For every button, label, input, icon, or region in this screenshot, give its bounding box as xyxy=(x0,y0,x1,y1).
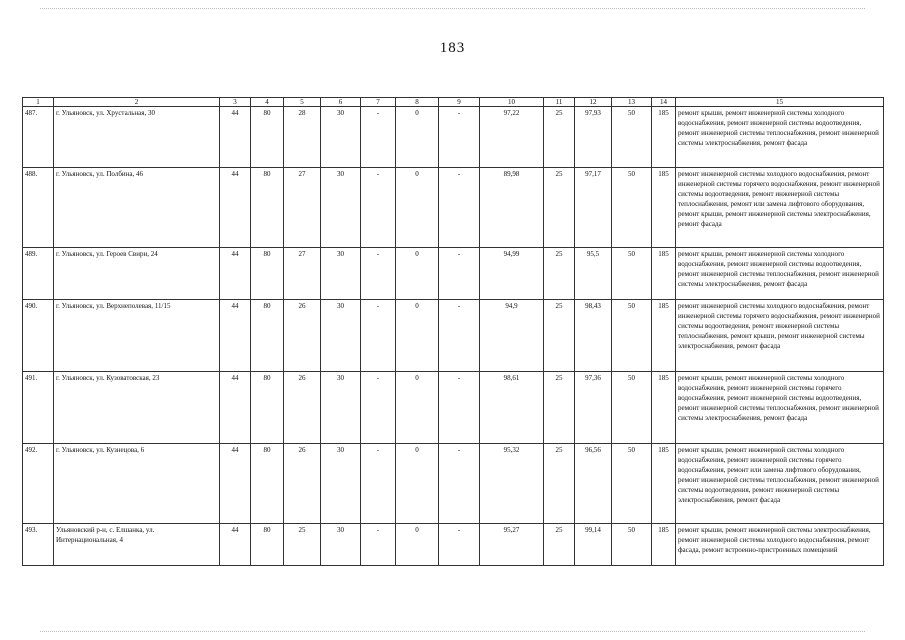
cell-col14: 185 xyxy=(652,524,676,566)
address: г. Ульяновск, ул. Кузоватовская, 23 xyxy=(54,372,220,444)
cell-col14: 185 xyxy=(652,300,676,372)
cell-col11: 25 xyxy=(544,372,575,444)
cell-col9: - xyxy=(439,168,480,248)
table-row xyxy=(23,300,884,372)
table-row xyxy=(23,248,884,300)
cell-col6: 30 xyxy=(321,300,361,372)
cell-col10: 89,98 xyxy=(480,168,544,248)
cell-col14: 185 xyxy=(652,248,676,300)
address: г. Ульяновск, ул. Верхнеполевая, 11/15 xyxy=(54,300,220,372)
cell-col7: - xyxy=(361,248,396,300)
repair-works: ремонт крыши, ремонт инженерной системы электроснабжения, ремонт инженерной системы холодного водоснабжения, ремонт фасада, ремонт встроенно-пристроенных помещений xyxy=(676,524,884,566)
address: г. Ульяновск, ул. Героев Свири, 24 xyxy=(54,248,220,300)
cell-col6: 30 xyxy=(321,168,361,248)
table-row xyxy=(23,444,884,524)
cell-col3: 44 xyxy=(220,372,251,444)
row-number: 489. xyxy=(23,248,54,300)
cell-col11: 25 xyxy=(544,107,575,168)
address: г. Ульяновск, ул. Хрустальная, 30 xyxy=(54,107,220,168)
cell-col11: 25 xyxy=(544,300,575,372)
column-number-row xyxy=(23,98,884,107)
column-header: 8 xyxy=(396,98,439,107)
cell-col4: 80 xyxy=(251,444,284,524)
cell-col6: 30 xyxy=(321,107,361,168)
housing-repair-table xyxy=(22,97,884,566)
cell-col12: 98,43 xyxy=(575,300,612,372)
column-header: 9 xyxy=(439,98,480,107)
cell-col4: 80 xyxy=(251,372,284,444)
cell-col12: 97,17 xyxy=(575,168,612,248)
cell-col3: 44 xyxy=(220,248,251,300)
cell-col6: 30 xyxy=(321,524,361,566)
cell-col12: 96,56 xyxy=(575,444,612,524)
column-header: 4 xyxy=(251,98,284,107)
column-header: 14 xyxy=(652,98,676,107)
cell-col14: 185 xyxy=(652,444,676,524)
cell-col10: 94,99 xyxy=(480,248,544,300)
cell-col14: 185 xyxy=(652,107,676,168)
cell-col14: 185 xyxy=(652,372,676,444)
table-row xyxy=(23,168,884,248)
cell-col10: 97,22 xyxy=(480,107,544,168)
column-header: 15 xyxy=(676,98,884,107)
cell-col5: 26 xyxy=(284,372,321,444)
cell-col5: 25 xyxy=(284,524,321,566)
cell-col11: 25 xyxy=(544,444,575,524)
cell-col9: - xyxy=(439,300,480,372)
cell-col7: - xyxy=(361,372,396,444)
row-number: 490. xyxy=(23,300,54,372)
cell-col8: 0 xyxy=(396,300,439,372)
cell-col13: 50 xyxy=(612,372,652,444)
column-header: 6 xyxy=(321,98,361,107)
row-number: 487. xyxy=(23,107,54,168)
cell-col8: 0 xyxy=(396,248,439,300)
column-header: 11 xyxy=(544,98,575,107)
cell-col13: 50 xyxy=(612,300,652,372)
address: г. Ульяновск, ул. Кузнецова, 6 xyxy=(54,444,220,524)
scan-artifact-bottom xyxy=(40,631,865,632)
cell-col14: 185 xyxy=(652,168,676,248)
cell-col9: - xyxy=(439,524,480,566)
cell-col5: 28 xyxy=(284,107,321,168)
column-header: 2 xyxy=(54,98,220,107)
cell-col4: 80 xyxy=(251,524,284,566)
cell-col13: 50 xyxy=(612,524,652,566)
cell-col13: 50 xyxy=(612,107,652,168)
cell-col8: 0 xyxy=(396,444,439,524)
cell-col7: - xyxy=(361,524,396,566)
cell-col7: - xyxy=(361,168,396,248)
repair-works: ремонт крыши, ремонт инженерной системы холодного водоснабжения, ремонт инженерной системы водоотведения, ремонт инженерной системы теплоснабжения, ремонт инженерной системы электроснабжения, ремонт фасада xyxy=(676,248,884,300)
cell-col7: - xyxy=(361,444,396,524)
row-number: 491. xyxy=(23,372,54,444)
cell-col10: 94,9 xyxy=(480,300,544,372)
cell-col10: 95,32 xyxy=(480,444,544,524)
cell-col5: 26 xyxy=(284,300,321,372)
cell-col9: - xyxy=(439,444,480,524)
cell-col6: 30 xyxy=(321,372,361,444)
cell-col3: 44 xyxy=(220,444,251,524)
cell-col11: 25 xyxy=(544,168,575,248)
row-number: 493. xyxy=(23,524,54,566)
cell-col6: 30 xyxy=(321,248,361,300)
cell-col3: 44 xyxy=(220,300,251,372)
cell-col8: 0 xyxy=(396,524,439,566)
cell-col4: 80 xyxy=(251,168,284,248)
repair-works: ремонт инженерной системы холодного водоснабжения, ремонт инженерной системы горячего водоснабжения, ремонт инженерной системы водоотведения, ремонт инженерной системы теплоснабжения, ремонт крыши, ремонт инженерной системы электроснабжения, ремонт фасада xyxy=(676,300,884,372)
address: г. Ульяновск, ул. Полбина, 46 xyxy=(54,168,220,248)
cell-col10: 98,61 xyxy=(480,372,544,444)
cell-col12: 95,5 xyxy=(575,248,612,300)
cell-col7: - xyxy=(361,107,396,168)
cell-col9: - xyxy=(439,248,480,300)
cell-col7: - xyxy=(361,300,396,372)
row-number: 488. xyxy=(23,168,54,248)
cell-col9: - xyxy=(439,107,480,168)
cell-col4: 80 xyxy=(251,248,284,300)
cell-col6: 30 xyxy=(321,444,361,524)
cell-col4: 80 xyxy=(251,300,284,372)
column-header: 7 xyxy=(361,98,396,107)
cell-col11: 25 xyxy=(544,248,575,300)
cell-col3: 44 xyxy=(220,107,251,168)
cell-col4: 80 xyxy=(251,107,284,168)
cell-col9: - xyxy=(439,372,480,444)
cell-col10: 95,27 xyxy=(480,524,544,566)
cell-col12: 97,93 xyxy=(575,107,612,168)
table-row xyxy=(23,524,884,566)
cell-col8: 0 xyxy=(396,107,439,168)
column-header: 10 xyxy=(480,98,544,107)
repair-works: ремонт крыши, ремонт инженерной системы холодного водоснабжения, ремонт инженерной системы горячего водоснабжения, ремонт инженерной системы водоотведения, ремонт инженерной системы теплоснабжения, ремонт инженерной системы электроснабжения, ремонт фасада xyxy=(676,372,884,444)
scan-artifact-top xyxy=(40,8,865,9)
address: Ульяновский р-н, с. Елшанка, ул. Интернациональная, 4 xyxy=(54,524,220,566)
cell-col8: 0 xyxy=(396,372,439,444)
cell-col5: 27 xyxy=(284,168,321,248)
repair-works: ремонт инженерной системы холодного водоснабжения, ремонт инженерной системы горячего водоснабжения, ремонт инженерной системы водоотведения, ремонт инженерной системы теплоснабжения, ремонт или замена лифтового оборудования, ремонт крыши, ремонт инженерной системы электроснабжения, ремонт фасада xyxy=(676,168,884,248)
column-header: 1 xyxy=(23,98,54,107)
cell-col12: 99,14 xyxy=(575,524,612,566)
row-number: 492. xyxy=(23,444,54,524)
cell-col8: 0 xyxy=(396,168,439,248)
cell-col13: 50 xyxy=(612,168,652,248)
cell-col3: 44 xyxy=(220,524,251,566)
column-header: 3 xyxy=(220,98,251,107)
cell-col13: 50 xyxy=(612,248,652,300)
repair-works: ремонт крыши, ремонт инженерной системы холодного водоснабжения, ремонт инженерной системы водоотведения, ремонт инженерной системы теплоснабжения, ремонт инженерной системы электроснабжения, ремонт фасада xyxy=(676,107,884,168)
cell-col3: 44 xyxy=(220,168,251,248)
repair-works: ремонт крыши, ремонт инженерной системы холодного водоснабжения, ремонт инженерной системы горячего водоснабжения, ремонт или замена лифтового оборудования, ремонт инженерной системы теплоснабжения, ремонт инженерной системы водоотведения, ремонт инженерной системы электроснабжения, ремонт фасада xyxy=(676,444,884,524)
page-number: 183 xyxy=(439,40,466,56)
table-row xyxy=(23,372,884,444)
cell-col12: 97,36 xyxy=(575,372,612,444)
cell-col5: 27 xyxy=(284,248,321,300)
column-header: 5 xyxy=(284,98,321,107)
cell-col5: 26 xyxy=(284,444,321,524)
cell-col13: 50 xyxy=(612,444,652,524)
column-header: 13 xyxy=(612,98,652,107)
cell-col11: 25 xyxy=(544,524,575,566)
column-header: 12 xyxy=(575,98,612,107)
table-row xyxy=(23,107,884,168)
